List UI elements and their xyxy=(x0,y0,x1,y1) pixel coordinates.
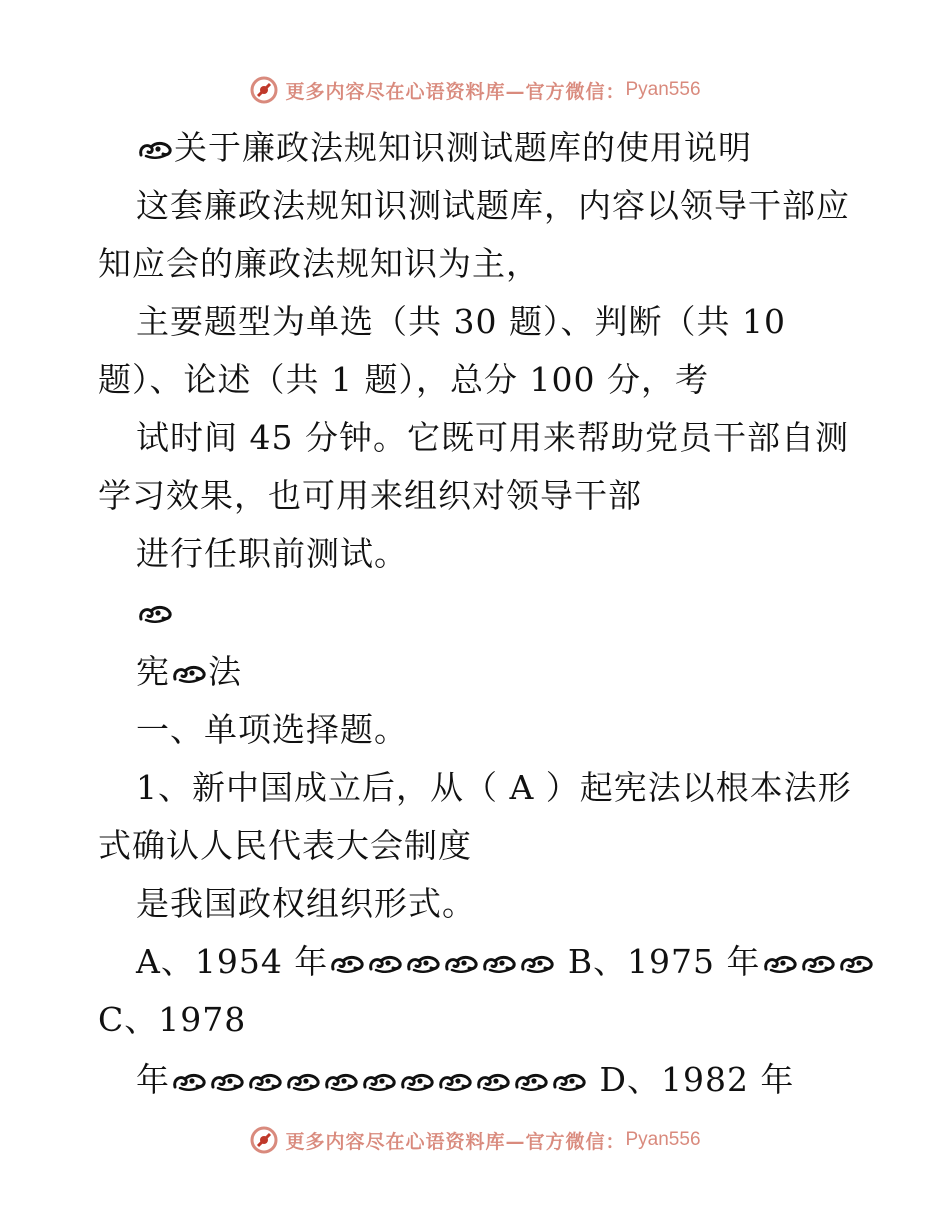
body-line: 这套廉政法规知识测试题库，内容以领导干部应 xyxy=(136,186,850,225)
body-line: 学习效果，也可用来组织对领导干部 xyxy=(98,476,642,515)
fleuron-icon xyxy=(399,1071,435,1093)
option-b: B、1975 年 xyxy=(567,942,761,981)
fleuron-icon xyxy=(137,139,173,161)
logo-icon xyxy=(249,1125,279,1155)
banner-wechat-id: Pyan556 xyxy=(625,1129,701,1150)
option-c: C、1978 xyxy=(98,1000,247,1039)
fleuron-icon xyxy=(137,603,173,625)
body-line: 进行任职前测试。 xyxy=(136,534,408,573)
fleuron-icon xyxy=(513,1071,549,1093)
body-line: 知应会的廉政法规知识为主， xyxy=(98,244,540,283)
fleuron-icon xyxy=(405,953,441,975)
options-line: 年 D、1982 年 xyxy=(136,1060,795,1099)
option-a: A、1954 年 xyxy=(136,942,329,981)
header-banner xyxy=(0,70,950,110)
fleuron-icon xyxy=(475,1071,511,1093)
separator-line xyxy=(136,592,174,632)
fleuron-icon xyxy=(519,953,555,975)
question-type-heading: 一、单项选择题。 xyxy=(136,710,408,749)
fleuron-icon xyxy=(481,953,517,975)
fleuron-icon xyxy=(361,1071,397,1093)
fleuron-icon xyxy=(838,953,874,975)
banner-wechat-id: Pyan556 xyxy=(625,79,701,100)
section-heading: 宪 法 xyxy=(136,652,242,691)
fleuron-icon xyxy=(171,663,207,685)
question-text: 1、新中国成立后，从（ A ）起宪法以根本法形 xyxy=(136,768,852,807)
option-d: D、1982 年 xyxy=(599,1060,795,1099)
fleuron-icon xyxy=(367,953,403,975)
fleuron-icon xyxy=(800,953,836,975)
fleuron-icon xyxy=(247,1071,283,1093)
fleuron-icon xyxy=(443,953,479,975)
fleuron-icon xyxy=(329,953,365,975)
body-line: 试时间 45 分钟。它既可用来帮助党员干部自测 xyxy=(136,418,849,457)
doc-title: 关于廉政法规知识测试题库的使用说明 xyxy=(136,128,752,168)
logo-icon xyxy=(249,75,279,105)
fleuron-icon xyxy=(437,1071,473,1093)
fleuron-icon xyxy=(323,1071,359,1093)
fleuron-icon xyxy=(171,1071,207,1093)
question-text: 是我国政权组织形式。 xyxy=(136,884,476,923)
body-line: 题）、论述（共 1 题），总分 100 分，考 xyxy=(98,360,709,399)
fleuron-icon xyxy=(209,1071,245,1093)
footer-banner xyxy=(0,1120,950,1160)
body-line: 主要题型为单选（共 30 题）、判断（共 10 xyxy=(136,302,786,341)
question-text: 式确认人民代表大会制度 xyxy=(98,826,472,865)
fleuron-icon xyxy=(551,1071,587,1093)
fleuron-icon xyxy=(762,953,798,975)
options-line xyxy=(136,942,875,982)
banner-text: 更多内容尽在心语资料库—官方微信： xyxy=(285,1130,626,1153)
fleuron-icon xyxy=(285,1071,321,1093)
banner-text: 更多内容尽在心语资料库—官方微信： xyxy=(285,80,626,103)
